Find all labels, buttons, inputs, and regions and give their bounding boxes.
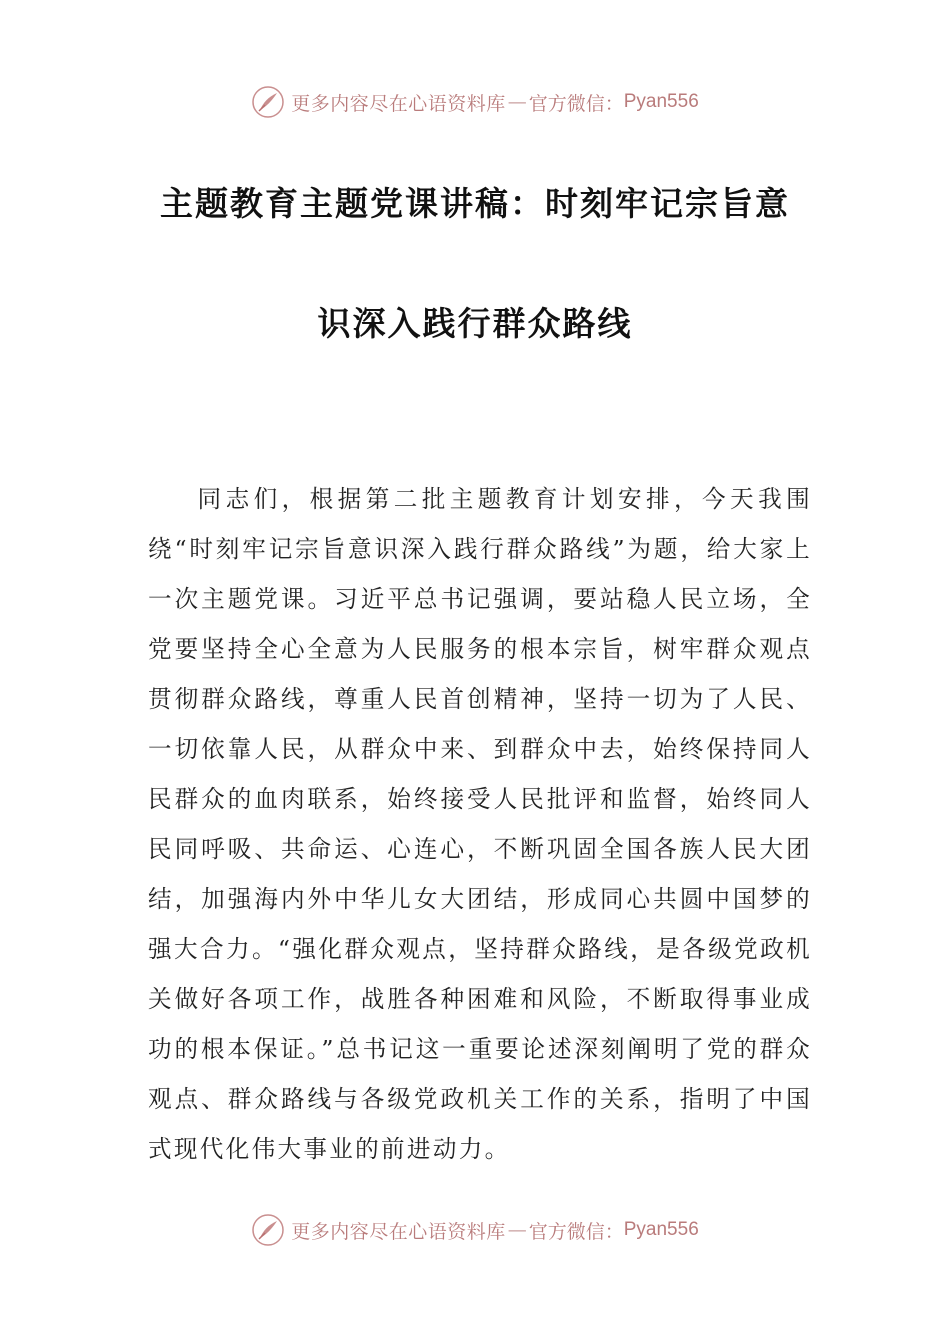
footer-wechat-label: 官方微信：: [528, 1220, 624, 1243]
header-wechat-label: 官方微信：: [528, 92, 624, 115]
page-title-line-2: 识深入践行群众路线: [317, 304, 633, 343]
quill-logo-icon: [251, 1213, 285, 1247]
footer-wechat-id: Pyan556: [623, 1219, 699, 1240]
header-banner: [0, 82, 950, 122]
page-title-line-1: 主题教育主题党课讲稿：时刻牢记宗旨意: [160, 184, 790, 223]
header-wechat-id: Pyan556: [623, 91, 699, 112]
body-paragraph: 同志们，根据第二批主题教育计划安排，今天我围绕“时刻牢记宗旨意识深入践行群众路线”为题，给大家上一次主题党课。习近平总书记强调，要站稳人民立场，全党要坚持全心全意为人民服务的根本宗旨，树牢群众观点贯彻群众路线，尊重人民首创精神，坚持一切为了人民、一切依靠人民，从群众中来、到群众中去，始终保持同人民群众的血肉联系，始终接受人民批评和监督，始终同人民同呼吸、共命运、心连心，不断巩固全国各族人民大团结，加强海内外中华儿女大团结，形成同心共圆中国梦的强大合力。“强化群众观点，坚持群众路线，是各级党政机关做好各项工作，战胜各种困难和风险，不断取得事业成功的根本保证。”总书记这一重要论述深刻阐明了党的群众观点、群众路线与各级党政机关工作的关系，指明了中国式现代化伟大事业的前进动力。: [148, 485, 812, 1163]
quill-logo-icon: [251, 85, 285, 119]
footer-banner: [0, 1210, 950, 1250]
footer-dash: —: [507, 1219, 527, 1241]
header-dash: —: [507, 91, 527, 113]
header-brand-text: 更多内容尽在心语资料库: [291, 92, 506, 115]
footer-brand-text: 更多内容尽在心语资料库: [291, 1220, 506, 1243]
